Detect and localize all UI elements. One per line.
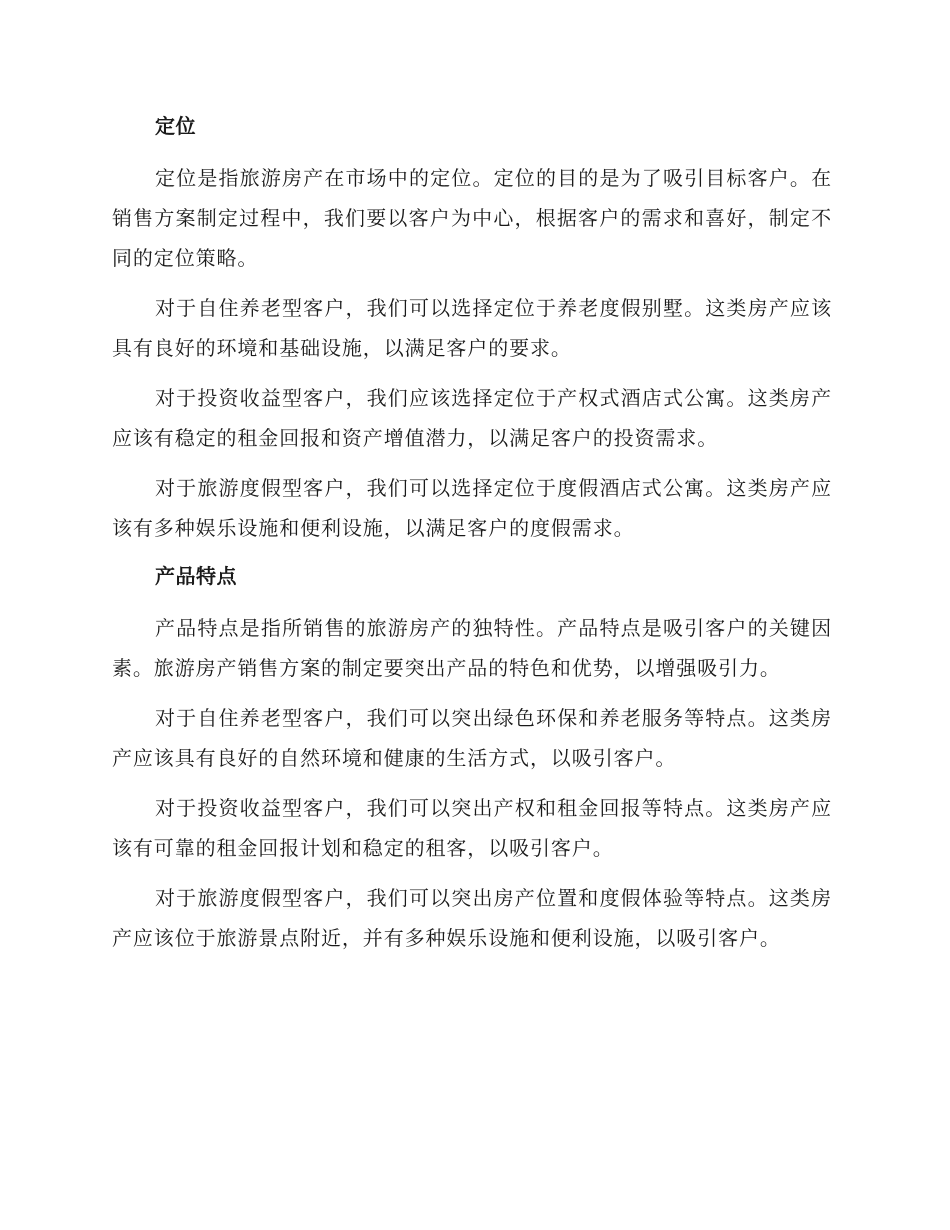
section-positioning [112, 108, 832, 548]
section-heading: 产品特点 [155, 564, 237, 588]
paragraph: 对于旅游度假型客户，我们可以选择定位于度假酒店式公寓。这类房产应该有多种娱乐设施和便利设施，以满足客户的度假需求。 [112, 476, 832, 540]
paragraph: 对于旅游度假型客户，我们可以突出房产位置和度假体验等特点。这类房产应该位于旅游景点附近，并有多种娱乐设施和便利设施，以吸引客户。 [112, 886, 832, 950]
document-page [112, 108, 832, 968]
paragraph: 对于投资收益型客户，我们应该选择定位于产权式酒店式公寓。这类房产应该有稳定的租金回报和资产增值潜力，以满足客户的投资需求。 [112, 386, 832, 450]
paragraph: 产品特点是指所销售的旅游房产的独特性。产品特点是吸引客户的关键因素。旅游房产销售方案的制定要突出产品的特色和优势，以增强吸引力。 [112, 616, 832, 680]
paragraph: 定位是指旅游房产在市场中的定位。定位的目的是为了吸引目标客户。在销售方案制定过程中，我们要以客户为中心，根据客户的需求和喜好，制定不同的定位策略。 [112, 166, 832, 270]
section-product-features [112, 558, 832, 958]
section-heading: 定位 [155, 114, 196, 138]
paragraph: 对于投资收益型客户，我们可以突出产权和租金回报等特点。这类房产应该有可靠的租金回报计划和稳定的租客，以吸引客户。 [112, 796, 832, 860]
paragraph: 对于自住养老型客户，我们可以选择定位于养老度假别墅。这类房产应该具有良好的环境和基础设施，以满足客户的要求。 [112, 296, 832, 360]
paragraph: 对于自住养老型客户，我们可以突出绿色环保和养老服务等特点。这类房产应该具有良好的自然环境和健康的生活方式，以吸引客户。 [112, 706, 832, 770]
